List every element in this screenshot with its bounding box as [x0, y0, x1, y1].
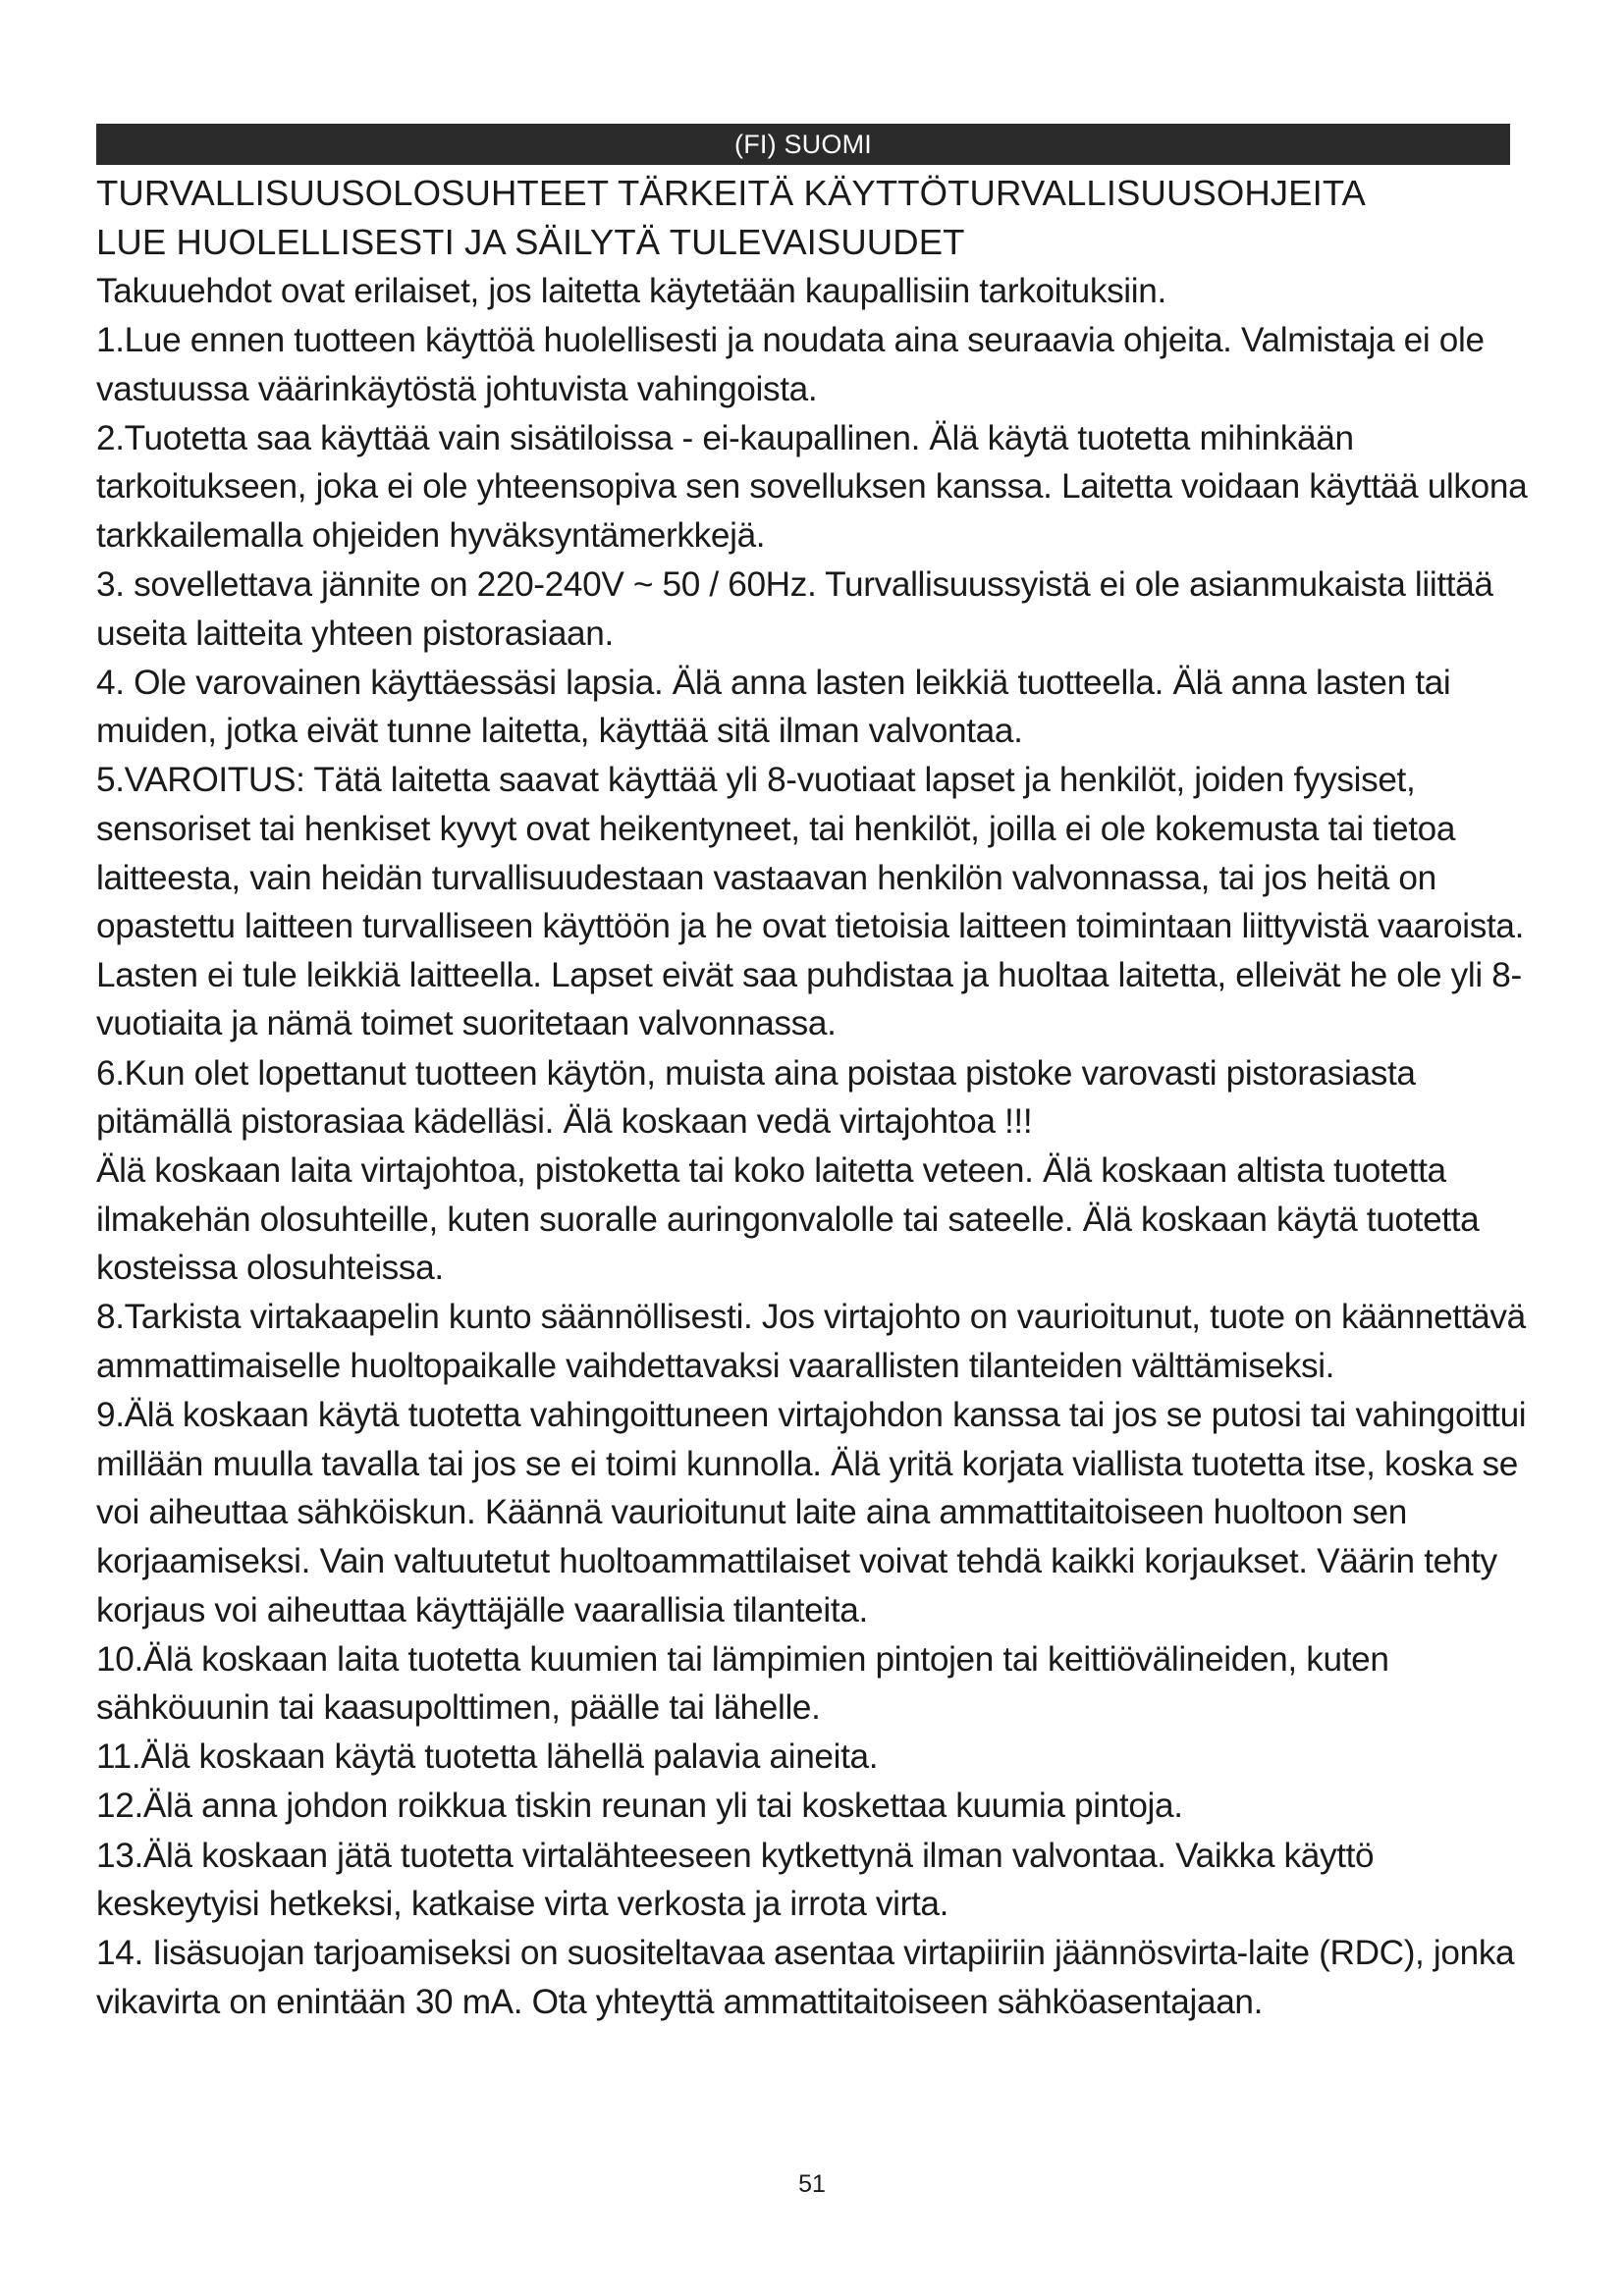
instruction-14: 14. Iisäsuojan tarjoamiseksi on suositeltavaa asentaa virtapiiriin jäännösvirta-laite (RDC), jonka vikavirta on enintään 30 mA. Ota yhteyttä ammattitaitoiseen sähköasentajaan.: [96, 1934, 1515, 2021]
safety-instructions: [96, 169, 1540, 2027]
instruction-8: 8.Tarkista virtakaapelin kunto säännöllisesti. Jos virtajohto on vaurioitunut, tuote on käännettävä ammattimaiselle huoltopaikalle vaihdettavaksi vaarallisten tilanteiden välttämiseksi.: [96, 1298, 1526, 1386]
instruction-6: 6.Kun olet lopettanut tuotteen käytön, muista aina poistaa pistoke varovasti pistorasiasta pitämällä pistorasiaa kädelläsi. Älä koskaan vedä virtajohtoa !!!: [96, 1053, 1416, 1142]
main-title: TURVALLISUUSOLOSUHTEET TÄRKEITÄ KÄYTTÖTURVALLISUUSOHJEITA: [96, 173, 1366, 213]
instruction-11: 11.Älä koskaan käytä tuotetta lähellä palavia aineita.: [96, 1737, 879, 1777]
instruction-10: 10.Älä koskaan laita tuotetta kuumien tai lämpimien pintojen tai keittiövälineiden, kuten sähköuunin tai kaasupolttimen, päälle tai lähelle.: [96, 1639, 1389, 1728]
instruction-1: 1.Lue ennen tuotteen käyttöä huolellisesti ja noudata aina seuraavia ohjeita. Valmistaja ei ole vastuussa väärinkäytöstä johtuvista vahingoista.: [96, 321, 1485, 408]
instruction-2: 2.Tuotetta saa käyttää vain sisätiloissa - ei-kaupallinen. Älä käytä tuotetta mihinkään tarkoitukseen, joka ei ole yhteensopiva sen sovelluksen kanssa. Laitetta voidaan käyttää ulkona tarkkailemalla ohjeiden hyväksyntämerkkejä.: [96, 418, 1528, 555]
instruction-9: 9.Älä koskaan käytä tuotetta vahingoittuneen virtajohdon kanssa tai jos se putosi tai vahingoittui millään muulla tavalla tai jos se ei toimi kunnolla. Älä yritä korjata viallista tuotetta itse, koska se voi aiheuttaa sähköiskun. Käännä vaurioitunut laite aina ammattitaitoiseen huoltoon sen korjaamiseksi. Vain valtuutetut huoltoammattilaiset voivat tehdä kaikki korjaukset. Väärin tehty korjaus voi aiheuttaa käyttäjälle vaarallisia tilanteita.: [96, 1396, 1527, 1629]
subtitle: LUE HUOLELLISESTI JA SÄILYTÄ TULEVAISUUDET: [96, 222, 965, 262]
instruction-4: 4. Ole varovainen käyttäessäsi lapsia. Älä anna lasten leikkiä tuotteella. Älä anna lasten tai muiden, jotka eivät tunne laitetta, käyttää sitä ilman valvontaa.: [96, 663, 1451, 751]
instruction-12: 12.Älä anna johdon roikkua tiskin reunan yli tai koskettaa kuumia pintoja.: [96, 1787, 1183, 1826]
instruction-13: 13.Älä koskaan jätä tuotetta virtalähteeseen kytkettynä ilman valvontaa. Vaikka käyttö keskeytyisi hetkeksi, katkaise virta verkosta ja irrota virta.: [96, 1836, 1375, 1924]
instruction-3: 3. sovellettava jännite on 220-240V ~ 50 / 60Hz. Turvallisuussyistä ei ole asianmukaista liittää useita laitteita yhteen pistorasiaan.: [96, 565, 1493, 653]
warranty-note: Takuuehdot ovat erilaiset, jos laitetta käytetään kaupallisiin tarkoituksiin.: [96, 272, 1166, 310]
language-header-bar: (FI) SUOMI: [96, 124, 1510, 165]
instruction-7: Älä koskaan laita virtajohtoa, pistoketta tai koko laitetta veteen. Älä koskaan altista tuotetta ilmakehän olosuhteille, kuten suoralle auringonvalolle tai sateelle. Älä koskaan käytä tuotetta kosteissa olosuhteissa.: [96, 1151, 1480, 1288]
page-number: 51: [798, 2170, 826, 2198]
instruction-5-warning: 5.VAROITUS: Tätä laitetta saavat käyttää yli 8-vuotiaat lapset ja henkilöt, joiden fyysiset, sensoriset tai henkiset kyvyt ovat heikentyneet, tai henkilöt, joilla ei ole kokemusta tai tietoa laitteesta, vain heidän turvallisuudestaan vastaavan henkilön valvonnassa, tai jos heitä on opastettu laitteen turvalliseen käyttöön ja he ovat tietoisia laitteen toimintaan liittyvistä vaaroista. Lasten ei tule leikkiä laitteella. Lapset eivät saa puhdistaa ja huoltaa laitetta, elleivät he ole yli 8-vuotiaita ja nämä toimet suoritetaan valvonnassa.: [96, 761, 1525, 1043]
